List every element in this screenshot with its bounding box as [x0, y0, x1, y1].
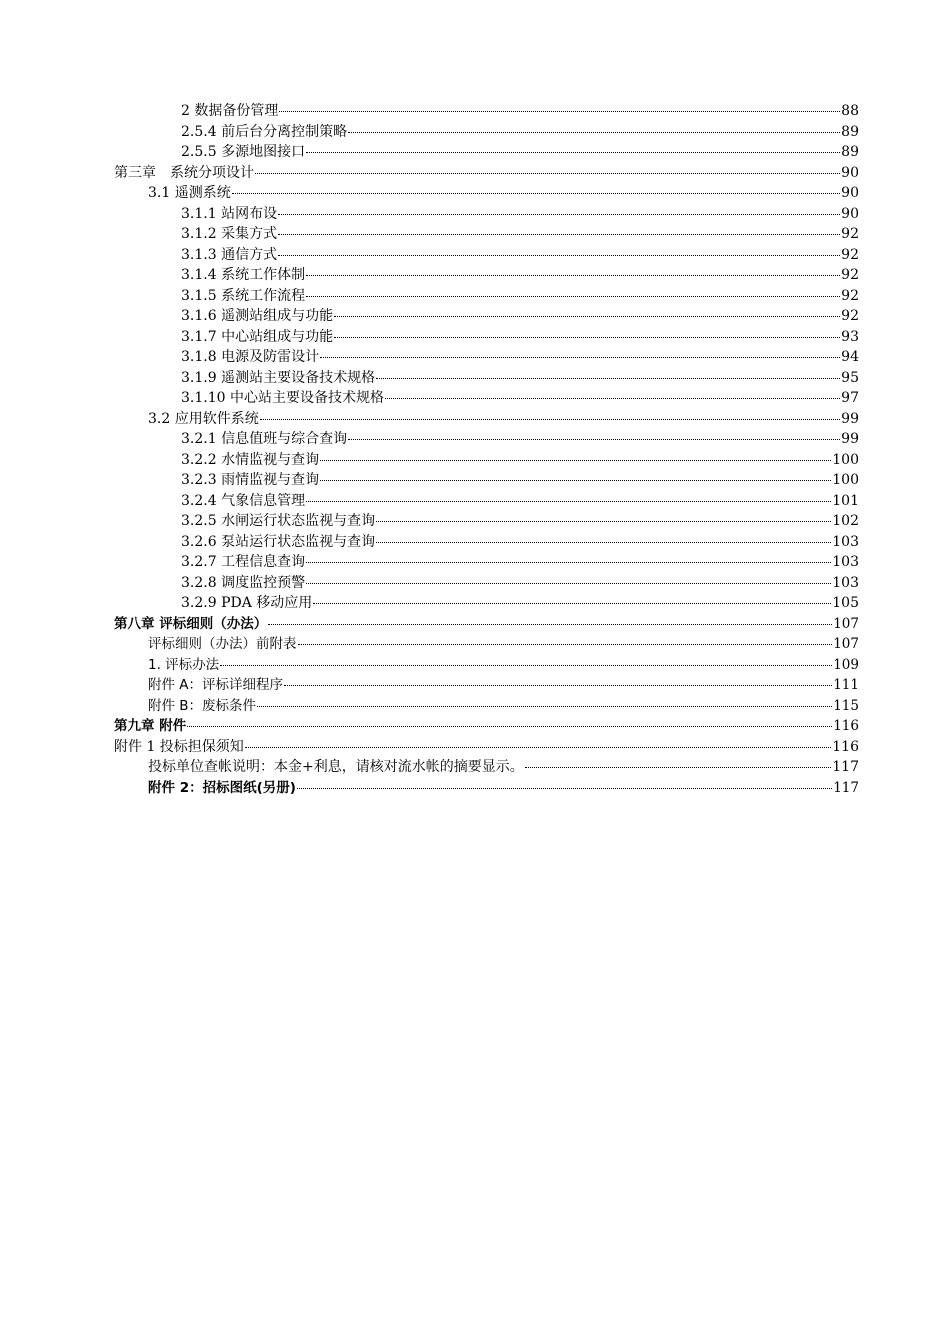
toc-entry-title: 3.2.8 调度监控预警	[181, 574, 306, 591]
dot-leader	[348, 425, 840, 440]
toc-entry-page-number: 99	[841, 410, 859, 427]
dot-leader	[306, 548, 831, 563]
toc-entry-title: 3.2.9 PDA 移动应用	[181, 595, 313, 611]
toc-entry-title: 附件 1 投标担保须知	[114, 738, 244, 755]
dot-leader	[278, 241, 840, 256]
toc-entry-page-number: 107	[833, 636, 859, 652]
dot-leader	[187, 712, 832, 727]
toc-entry-title: 3.1 遥测系统	[148, 185, 231, 201]
toc-entry-page-number: 92	[841, 246, 859, 263]
toc-entry-title: 附件 2：招标图纸(另册)	[148, 779, 296, 796]
dot-leader	[245, 733, 831, 748]
dot-leader	[278, 220, 840, 235]
dot-leader	[306, 261, 840, 276]
dot-leader	[257, 692, 832, 707]
dot-leader	[306, 569, 831, 584]
toc-entry-page-number: 103	[832, 533, 859, 550]
dot-leader	[306, 138, 840, 153]
toc-entry-title: 3.2.1 信息值班与综合查询	[181, 431, 348, 447]
toc-entry-title: 3.2.3 雨情监视与查询	[181, 472, 320, 488]
toc-entry-title: 1. 评标办法	[148, 656, 220, 673]
toc-entry-page-number: 94	[841, 349, 859, 365]
toc-entry-page-number: 103	[832, 574, 859, 591]
toc-entry-page-number: 92	[841, 226, 859, 242]
toc-entry-title: 3.2 应用软件系统	[148, 410, 259, 427]
dot-leader	[278, 200, 840, 215]
dot-leader	[320, 446, 831, 461]
toc-entry-page-number: 89	[841, 123, 859, 140]
dot-leader	[220, 651, 832, 666]
toc-entry-page-number: 92	[841, 308, 859, 324]
dot-leader	[284, 671, 832, 686]
toc-entry-page-number: 116	[832, 738, 859, 755]
toc-entry-title: 附件 A：评标详细程序	[148, 677, 284, 693]
toc-entry-title: 2 数据备份管理	[181, 103, 279, 119]
toc-entry-page-number: 90	[841, 164, 859, 181]
dot-leader	[376, 507, 831, 522]
toc-entry-page-number: 109	[833, 656, 859, 673]
toc-entry-title: 附件 B：废标条件	[148, 697, 257, 714]
dot-leader	[385, 384, 840, 399]
toc-entry-page-number: 89	[841, 144, 859, 160]
toc-entry-title: 3.2.7 工程信息查询	[181, 554, 306, 570]
dot-leader	[376, 528, 831, 543]
dot-leader	[298, 630, 833, 645]
toc-entry-page-number: 103	[832, 554, 859, 570]
toc-entry-title: 2.5.5 多源地图接口	[181, 144, 306, 160]
dot-leader	[334, 302, 840, 317]
toc-entry-page-number: 105	[832, 595, 859, 611]
toc-entry-title: 3.1.7 中心站组成与功能	[181, 328, 334, 345]
toc-entry-page-number: 100	[832, 472, 859, 488]
toc-entry-title: 3.2.2 水情监视与查询	[181, 451, 320, 468]
toc-entry-page-number: 100	[832, 451, 859, 468]
dot-leader	[320, 343, 840, 358]
dot-leader	[260, 405, 840, 420]
dot-leader	[320, 466, 831, 481]
dot-leader	[525, 753, 832, 768]
toc-entry-page-number: 97	[841, 390, 859, 406]
toc-entry-title: 3.2.4 气象信息管理	[181, 492, 306, 509]
toc-entry-page-number: 99	[841, 431, 859, 447]
dot-leader	[376, 364, 840, 379]
toc-entry-title: 3.1.1 站网布设	[181, 205, 278, 222]
toc-entry-title: 3.1.8 电源及防雷设计	[181, 349, 320, 365]
dot-leader	[306, 282, 840, 297]
dot-leader	[279, 97, 840, 112]
toc-entry-title: 3.1.6 遥测站组成与功能	[181, 308, 334, 324]
toc-entry-page-number: 92	[841, 287, 859, 304]
dot-leader	[348, 118, 840, 133]
dot-leader	[232, 179, 840, 194]
toc-entry-page-number: 115	[833, 697, 859, 714]
toc-entry-page-number: 93	[841, 328, 859, 345]
toc-entry-title: 3.2.5 水闸运行状态监视与查询	[181, 513, 376, 529]
toc-entry-title: 投标单位查帐说明：本金+利息，请核对流水帐的摘要显示。	[148, 759, 524, 775]
toc-entry-title: 3.1.2 采集方式	[181, 226, 278, 242]
table-of-contents	[114, 100, 859, 797]
dot-leader	[255, 159, 840, 174]
dot-leader	[297, 774, 832, 789]
toc-entry-page-number: 117	[832, 759, 859, 775]
toc-entry-page-number: 101	[832, 492, 859, 509]
toc-entry-title: 3.1.9 遥测站主要设备技术规格	[181, 369, 376, 386]
toc-entry-title: 第三章 系统分项设计	[114, 164, 254, 181]
toc-entry-title: 3.1.4 系统工作体制	[181, 267, 306, 283]
toc-entry-page-number: 107	[833, 615, 859, 632]
toc-entry-page-number: 92	[841, 267, 859, 283]
toc-entry-page-number: 102	[832, 513, 859, 529]
dot-leader	[268, 610, 832, 625]
toc-entry-page-number: 111	[833, 677, 859, 693]
toc-entry-title: 3.1.3 通信方式	[181, 246, 278, 263]
toc-entry-title: 评标细则（办法）前附表	[148, 636, 297, 652]
toc-entry-page-number: 90	[841, 185, 859, 201]
dot-leader	[306, 487, 831, 502]
dot-leader	[334, 323, 840, 338]
toc-entry-title: 3.1.10 中心站主要设备技术规格	[181, 390, 384, 406]
toc-entry-page-number: 116	[833, 718, 859, 734]
toc-entry-title: 第九章 附件	[114, 718, 187, 734]
toc-entry-page-number: 95	[841, 369, 859, 386]
toc-entry-page-number: 88	[841, 103, 859, 119]
toc-entry-page-number: 117	[833, 779, 859, 796]
dot-leader	[313, 589, 831, 604]
toc-entry-title: 3.2.6 泵站运行状态监视与查询	[181, 533, 376, 550]
toc-entry[interactable]	[114, 777, 859, 798]
toc-entry-page-number: 90	[841, 205, 859, 222]
toc-entry-title: 第八章 评标细则（办法）	[114, 615, 268, 632]
toc-entry-title: 3.1.5 系统工作流程	[181, 287, 306, 304]
toc-entry-title: 2.5.4 前后台分离控制策略	[181, 123, 348, 140]
